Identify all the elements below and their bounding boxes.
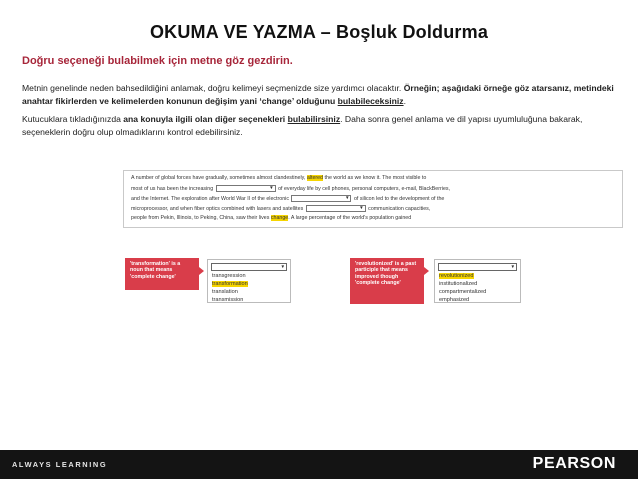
slide-title: OKUMA VE YAZMA – Boşluk Doldurma: [149, 22, 489, 42]
passage-text: . A large percentage of the world's population gained: [288, 215, 412, 221]
dropdown-option-list-2: [439, 272, 486, 304]
para1-bold: Örneğin; aşağıdaki örneğe göz atarsanız, metindeki anahtar fikirlerden ve kelimelerden konunun değişim yani ‘change’ olduğunu: [22, 83, 614, 106]
passage-text: A number of global forces have gradually, sometimes almost clandestinely,: [131, 175, 307, 181]
para1-underlined: bulabileceksiniz: [337, 95, 404, 106]
dropdown-option[interactable]: transformation: [212, 281, 248, 287]
callout-revolutionized: 'revolutionized' is a past participle that means improved though 'complete change': [350, 258, 424, 304]
passage-text: and the Internet. The exploration after World War II of the electronic: [131, 195, 291, 202]
dropdown-select-1[interactable]: [211, 263, 287, 271]
passage-text: communication capacities,: [366, 205, 431, 212]
example-passage: [123, 170, 623, 228]
passage-line-4: [131, 205, 430, 212]
instruction-paragraph-1: [22, 82, 622, 107]
dropdown-option-list-1: [212, 272, 248, 304]
passage-line-3: [131, 195, 444, 202]
blank-dropdown-3[interactable]: [306, 205, 366, 212]
dropdown-option[interactable]: revolutionized: [439, 273, 474, 279]
passage-text: the world as we know it. The most visible to: [323, 175, 427, 181]
chevron-down-icon: ▼: [510, 264, 515, 269]
footer-tagline: ALWAYS LEARNING: [12, 460, 108, 469]
para1-text-1: Metnin genelinde neden bahsedildiğini anlamak, doğru kelimeyi seçmenizde size yardımcı olacaktır.: [22, 83, 404, 93]
instruction-paragraph-2: [22, 113, 622, 138]
dropdown-options-2[interactable]: [434, 259, 521, 303]
chevron-down-icon: ▼: [280, 264, 285, 269]
dropdown-option[interactable]: transmission: [212, 297, 244, 303]
passage-text: of everyday life by cell phones, personal computers, e-mail, BlackBerries,: [276, 185, 451, 192]
dropdown-options-1[interactable]: [207, 259, 291, 303]
passage-text: of silicon led to the development of the: [352, 195, 445, 202]
chevron-down-icon: ▼: [359, 205, 364, 210]
passage-text: most of us has been the increasing: [131, 185, 215, 192]
blank-dropdown-1[interactable]: [216, 185, 276, 192]
passage-line-2: [131, 185, 450, 192]
para2-bold: ana konuyla ilgili olan diğer seçenekleri: [123, 114, 286, 124]
para2-text-3: . Daha sonra genel anlama ve dil yapısı uyumluluğuna bakarak, seçeneklerin doğru olup olmadıklarını kontrol edebilirsiniz.: [22, 114, 583, 137]
passage-text: microprocessor, and when fiber optics combined with lasers and satellites: [131, 205, 305, 212]
para2-underlined: bulabilirsiniz: [287, 114, 341, 124]
highlighted-word-altered: altered: [306, 175, 324, 181]
para2-text-1: Kutucuklara tıkladığınızda: [22, 114, 124, 124]
slide-subtitle: Doğru seçeneği bulabilmek için metne göz gezdirin.: [22, 55, 293, 67]
highlighted-word-change: change: [270, 215, 289, 221]
dropdown-option[interactable]: translation: [212, 289, 238, 295]
dropdown-option[interactable]: institutionalized: [439, 281, 478, 287]
chevron-down-icon: ▼: [344, 195, 350, 200]
pearson-logo: PEARSON: [532, 455, 616, 472]
callout-transformation: 'transformation' is a noun that means 'complete change': [125, 258, 199, 290]
dropdown-select-2[interactable]: [438, 263, 517, 271]
chevron-down-icon: ▼: [269, 185, 274, 190]
dropdown-option[interactable]: emphasized: [439, 297, 470, 303]
para1-text-3: .: [403, 95, 406, 106]
dropdown-option[interactable]: compartmentalized: [439, 289, 487, 295]
footer-bar: [0, 450, 638, 479]
passage-text: people from Pekin, Illinois, to Peking, China, saw their lives: [131, 215, 271, 221]
blank-dropdown-2[interactable]: [291, 195, 351, 202]
dropdown-option[interactable]: transgression: [212, 273, 246, 279]
passage-line-1: [131, 175, 426, 181]
passage-line-5: [131, 215, 411, 221]
